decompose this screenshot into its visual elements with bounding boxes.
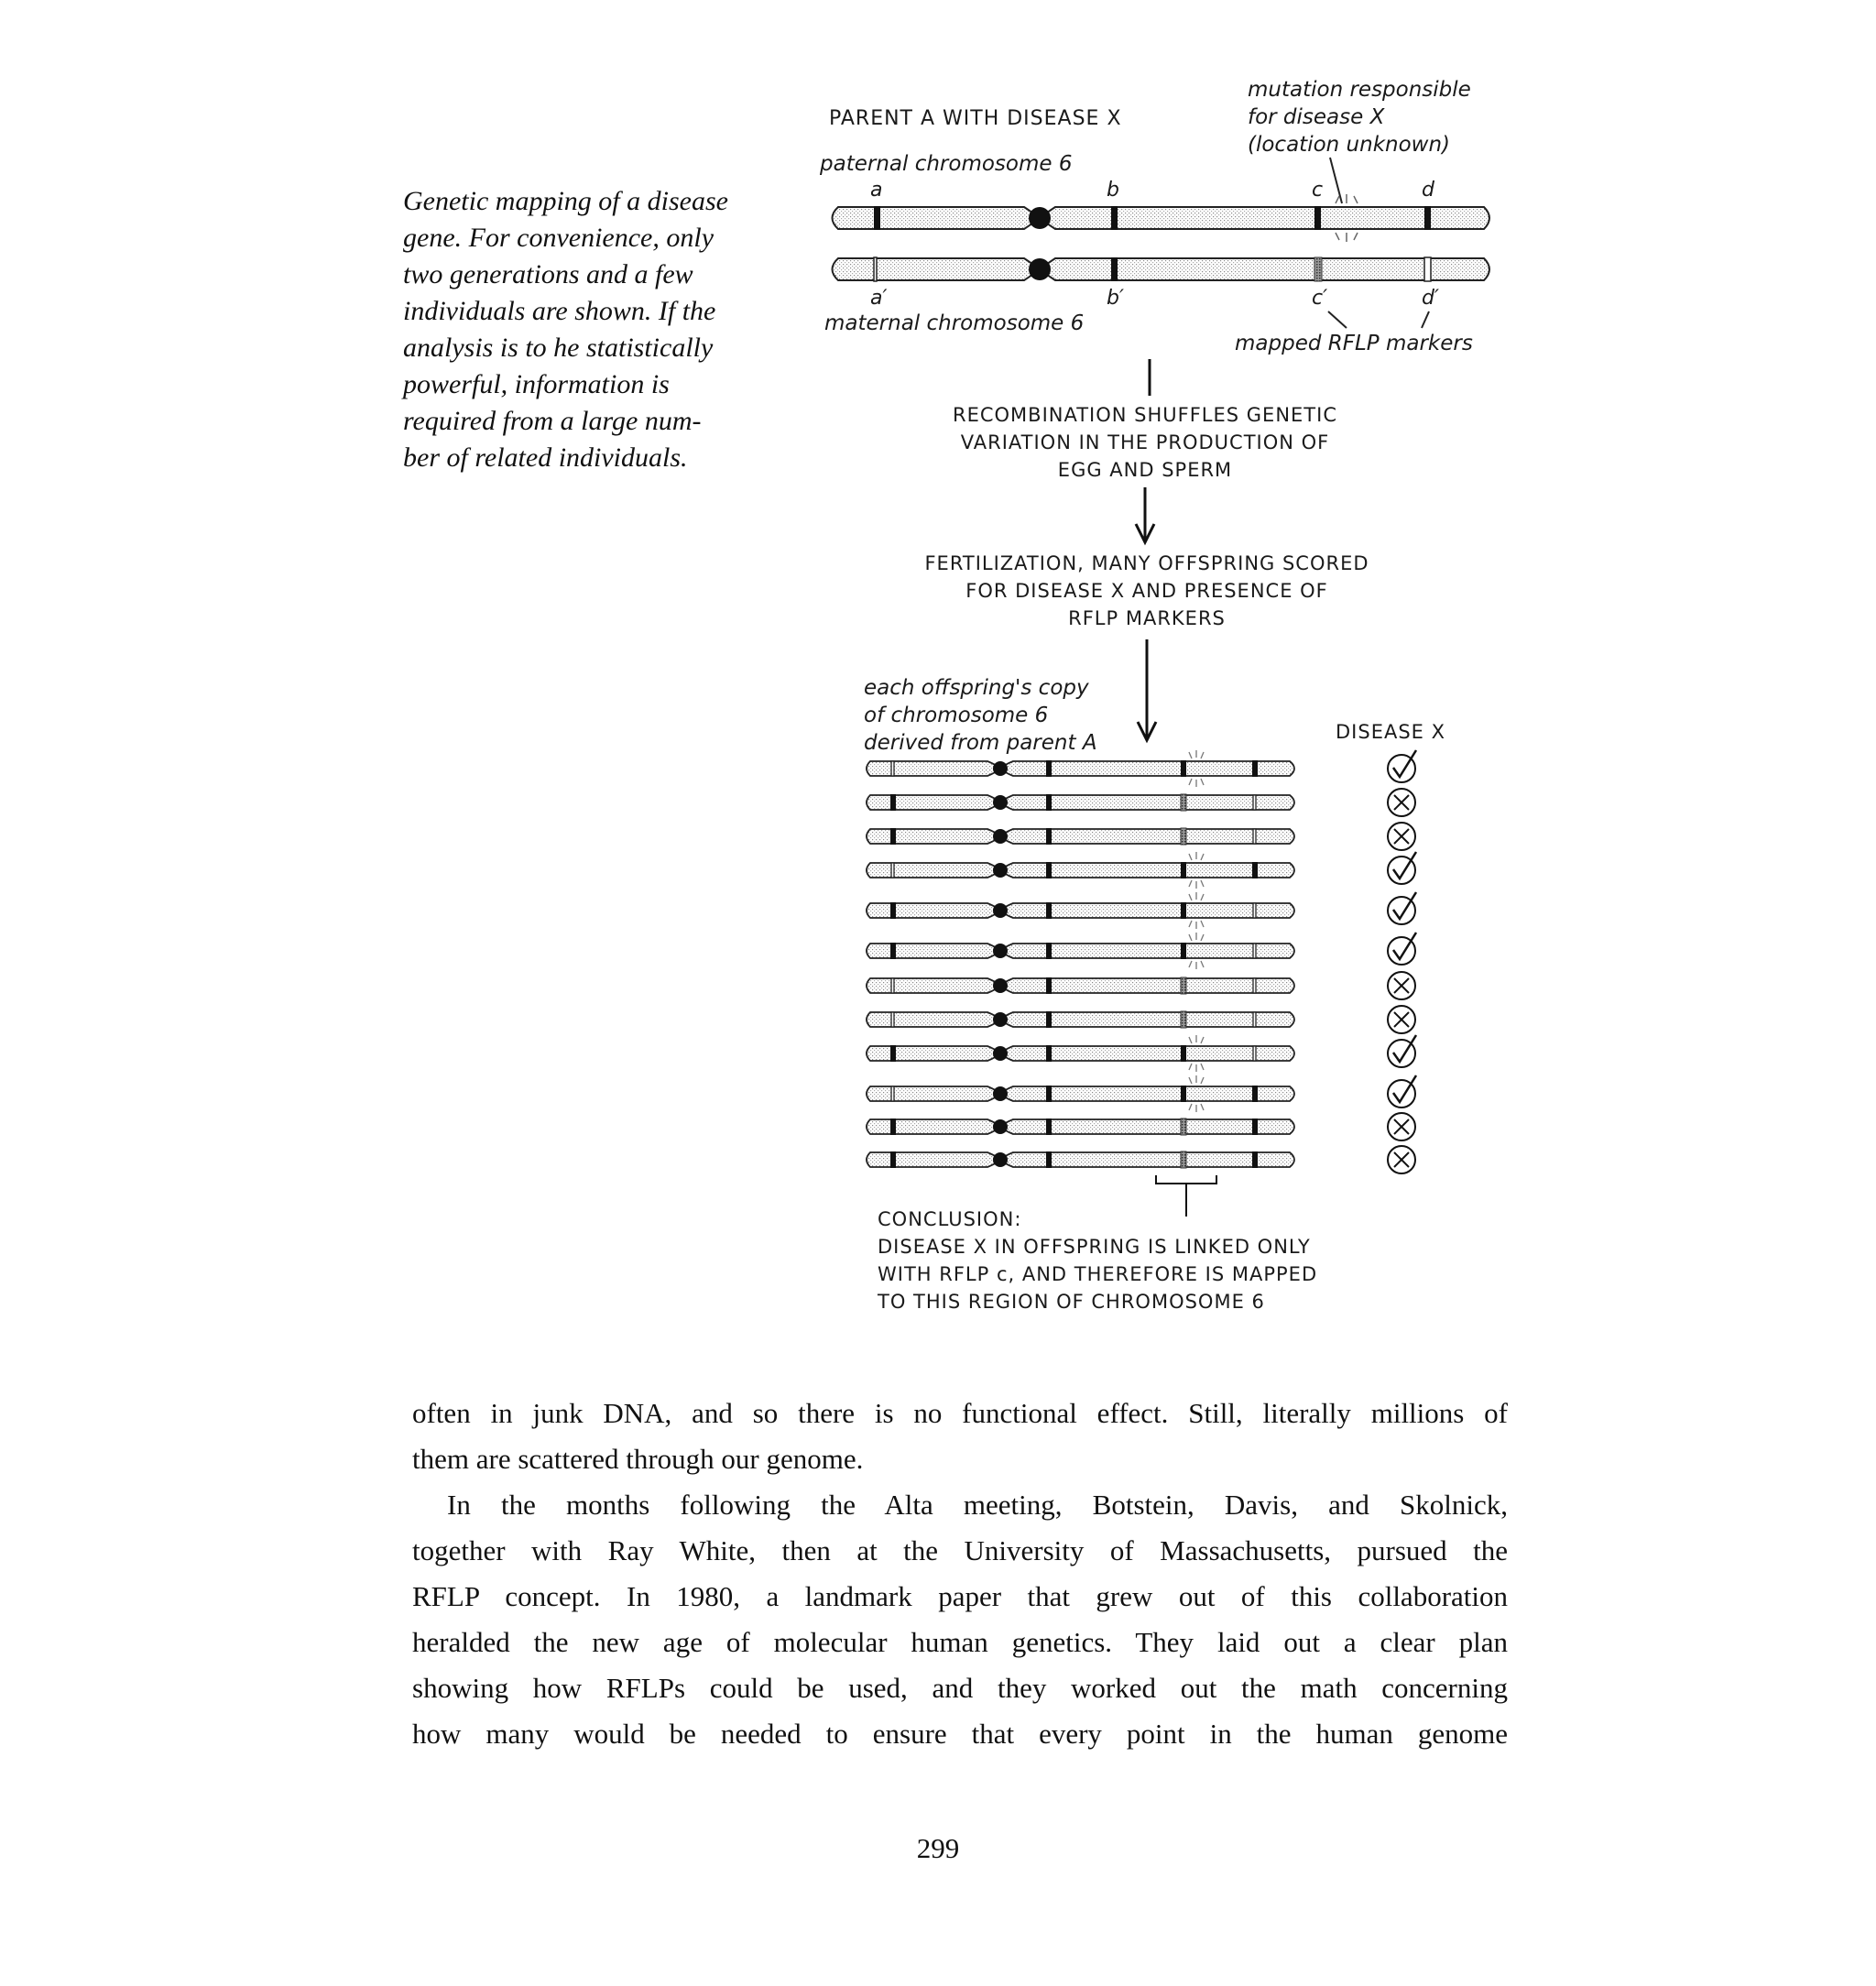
rflp-marker-c bbox=[1181, 1011, 1186, 1028]
maternal-chromosome bbox=[833, 257, 1490, 281]
rflp-marker-d bbox=[1253, 1046, 1256, 1061]
rflp-marker-a bbox=[890, 794, 896, 811]
offspring-chromosome-row bbox=[867, 750, 1416, 787]
offspring-chromosome bbox=[867, 944, 1294, 958]
offspring-chromosome bbox=[867, 829, 1294, 844]
step1-line: EGG AND SPERM bbox=[1057, 459, 1233, 481]
step2-line: FERTILIZATION, MANY OFFSPRING SCORED bbox=[924, 552, 1369, 574]
marker-label-b-prime: b′ bbox=[1107, 287, 1124, 310]
disease-absent-icon bbox=[1388, 1146, 1415, 1173]
rflp-marker-a bbox=[891, 978, 894, 993]
centromere bbox=[993, 1086, 1008, 1101]
rflp-marker-c bbox=[1181, 862, 1186, 878]
marker-label-a: a bbox=[870, 179, 883, 202]
disease-present-icon bbox=[1388, 750, 1416, 782]
disease-absent-icon bbox=[1388, 1006, 1415, 1033]
rflp-marker-d bbox=[1253, 795, 1256, 810]
rflp-marker-a bbox=[890, 1151, 896, 1168]
rflp-marker-b bbox=[1046, 977, 1052, 994]
caption-line: powerful, information is bbox=[403, 369, 670, 399]
conclusion-line: CONCLUSION: bbox=[878, 1208, 1022, 1230]
centromere bbox=[993, 761, 1008, 776]
offspring-chromosome bbox=[867, 1012, 1294, 1027]
offspring-chromosome-row bbox=[867, 1075, 1416, 1112]
centromere bbox=[993, 903, 1008, 918]
disease-present-icon bbox=[1388, 1035, 1416, 1067]
rflp-marker-c bbox=[1181, 1118, 1186, 1135]
mapped-pointer-d bbox=[1422, 311, 1429, 328]
body-line: showing how RFLPs could be used, and they worked out the math concerning bbox=[412, 1672, 1508, 1704]
paternal-chromosome bbox=[833, 194, 1490, 242]
centromere bbox=[993, 863, 1008, 878]
mutation-note-line: mutation responsible bbox=[1248, 78, 1471, 102]
rflp-marker-a bbox=[891, 1086, 894, 1101]
conclusion-line: TO THIS REGION OF CHROMOSOME 6 bbox=[878, 1291, 1265, 1313]
rflp-marker-c bbox=[1181, 977, 1186, 994]
rflp-marker-d bbox=[1252, 760, 1258, 777]
parent-a-label: PARENT A WITH DISEASE X bbox=[829, 107, 1122, 130]
body-line: how many would be needed to ensure that every point in the human genome bbox=[412, 1718, 1508, 1750]
offspring-chromosome-row bbox=[867, 789, 1415, 816]
marker-label-d: d bbox=[1422, 179, 1434, 202]
rflp-marker-d bbox=[1253, 944, 1256, 958]
caption-line: ber of related individuals. bbox=[403, 442, 688, 473]
disease-present-icon bbox=[1388, 852, 1416, 884]
offspring-note-line: each offspring's copy bbox=[864, 676, 1089, 700]
rflp-marker-d bbox=[1252, 1118, 1258, 1135]
rflp-marker-c bbox=[1181, 828, 1186, 845]
rflp-marker-d bbox=[1253, 1012, 1256, 1027]
rflp-marker-b bbox=[1046, 760, 1052, 777]
offspring-chromosome-row bbox=[867, 823, 1415, 850]
paternal-chromosome-label: paternal chromosome 6 bbox=[820, 152, 1073, 176]
offspring-chromosome bbox=[867, 1119, 1294, 1134]
body-line: RFLP concept. In 1980, a landmark paper that grew out of this collaboration bbox=[412, 1580, 1508, 1612]
body-line: together with Ray White, then at the University of Massachusetts, pursued the bbox=[412, 1534, 1508, 1566]
marker-label-a-prime: a′ bbox=[870, 287, 888, 310]
centromere bbox=[993, 1152, 1008, 1167]
rflp-marker-d bbox=[1253, 978, 1256, 993]
rflp-marker-b bbox=[1046, 1118, 1052, 1135]
down-arrow bbox=[1138, 639, 1156, 740]
disease-absent-icon bbox=[1388, 972, 1415, 999]
rflp-marker-c bbox=[1181, 902, 1186, 919]
rflp-marker-c bbox=[1181, 794, 1186, 811]
marker-label-c: c bbox=[1312, 179, 1324, 202]
offspring-rows bbox=[867, 750, 1416, 1173]
mutation-note-line: for disease X bbox=[1248, 105, 1385, 129]
rflp-marker-b bbox=[1046, 1151, 1052, 1168]
rflp-marker-b bbox=[1046, 828, 1052, 845]
rflp-marker-b bbox=[1046, 943, 1052, 959]
rflp-marker-a bbox=[890, 902, 896, 919]
mapped-rflp-label: mapped RFLP markers bbox=[1235, 332, 1473, 355]
rflp-marker-c bbox=[1181, 1045, 1186, 1062]
offspring-chromosome bbox=[867, 1152, 1294, 1167]
disease-present-icon bbox=[1388, 933, 1416, 965]
step1-line: RECOMBINATION SHUFFLES GENETIC bbox=[953, 404, 1337, 426]
offspring-chromosome-row bbox=[867, 1146, 1415, 1173]
offspring-chromosome-row bbox=[867, 892, 1416, 929]
step2-line: FOR DISEASE X AND PRESENCE OF bbox=[965, 580, 1328, 602]
down-arrow bbox=[1136, 487, 1154, 542]
offspring-chromosome-row bbox=[867, 933, 1416, 969]
rflp-marker-a bbox=[890, 828, 896, 845]
rflp-marker-b bbox=[1046, 794, 1052, 811]
rflp-marker-b bbox=[1046, 902, 1052, 919]
rflp-marker-b bbox=[1046, 1011, 1052, 1028]
rflp-marker-d bbox=[1253, 903, 1256, 918]
rflp-marker-b bbox=[1046, 862, 1052, 878]
rflp-marker-b bbox=[1046, 1045, 1052, 1062]
rflp-marker-d bbox=[1252, 862, 1258, 878]
marker-label-b: b bbox=[1107, 179, 1119, 202]
rflp-marker-c bbox=[1181, 760, 1186, 777]
centromere bbox=[993, 795, 1008, 810]
offspring-chromosome-row bbox=[867, 1006, 1415, 1033]
rflp-marker-d bbox=[1252, 1086, 1258, 1102]
rflp-marker-b bbox=[1046, 1086, 1052, 1102]
rflp-marker-a bbox=[890, 943, 896, 959]
centromere bbox=[993, 829, 1008, 844]
region-bracket bbox=[1156, 1175, 1216, 1217]
body-text bbox=[412, 1391, 1508, 1757]
centromere bbox=[993, 1046, 1008, 1061]
centromere bbox=[993, 1012, 1008, 1027]
rflp-marker-c bbox=[1181, 1086, 1186, 1102]
step2-line: RFLP MARKERS bbox=[1068, 607, 1226, 629]
offspring-chromosome-row bbox=[867, 852, 1416, 889]
rflp-marker-d bbox=[1252, 1151, 1258, 1168]
offspring-note-line: derived from parent A bbox=[864, 731, 1097, 755]
disease-x-header: DISEASE X bbox=[1336, 721, 1445, 743]
offspring-chromosome bbox=[867, 795, 1294, 810]
mutation-pointer bbox=[1330, 158, 1342, 203]
rflp-marker-d bbox=[1253, 829, 1256, 844]
caption-line: analysis is to he statistically bbox=[403, 333, 714, 363]
caption-line: Genetic mapping of a disease bbox=[403, 186, 728, 216]
page-number: 299 bbox=[916, 1832, 960, 1864]
offspring-chromosome bbox=[867, 903, 1294, 918]
offspring-chromosome bbox=[867, 978, 1294, 993]
rflp-marker-a bbox=[890, 1045, 896, 1062]
centromere bbox=[993, 944, 1008, 958]
offspring-chromosome bbox=[867, 863, 1294, 878]
rflp-marker-a bbox=[891, 1012, 894, 1027]
disease-present-icon bbox=[1388, 1075, 1416, 1108]
disease-absent-icon bbox=[1388, 1113, 1415, 1140]
marker-label-c-prime: c′ bbox=[1312, 287, 1328, 310]
rflp-marker-c bbox=[1181, 1151, 1186, 1168]
rflp-marker-a bbox=[890, 1118, 896, 1135]
body-line: In the months following the Alta meeting, Botstein, Davis, and Skolnick, bbox=[447, 1489, 1508, 1521]
caption-line: individuals are shown. If the bbox=[403, 296, 716, 326]
body-line: them are scattered through our genome. bbox=[412, 1443, 864, 1475]
offspring-chromosome bbox=[867, 1046, 1294, 1061]
offspring-note-line: of chromosome 6 bbox=[864, 704, 1049, 727]
mutation-note-line: (location unknown) bbox=[1248, 133, 1451, 157]
marker-label-d-prime: d′ bbox=[1422, 287, 1439, 310]
step1-line: VARIATION IN THE PRODUCTION OF bbox=[960, 431, 1330, 453]
conclusion-line: DISEASE X IN OFFSPRING IS LINKED ONLY bbox=[878, 1236, 1311, 1258]
disease-absent-icon bbox=[1388, 789, 1415, 816]
disease-present-icon bbox=[1388, 892, 1416, 924]
mapped-pointer-c bbox=[1328, 311, 1347, 328]
offspring-chromosome bbox=[867, 1086, 1294, 1101]
rflp-marker-c bbox=[1181, 943, 1186, 959]
offspring-chromosome bbox=[867, 761, 1294, 776]
maternal-chromosome-label: maternal chromosome 6 bbox=[824, 311, 1085, 335]
caption-line: gene. For convenience, only bbox=[403, 223, 714, 253]
disease-absent-icon bbox=[1388, 823, 1415, 850]
offspring-chromosome-row bbox=[867, 1113, 1415, 1140]
body-line: heralded the new age of molecular human genetics. They laid out a clear plan bbox=[412, 1626, 1508, 1658]
offspring-chromosome-row bbox=[867, 972, 1415, 999]
offspring-chromosome-row bbox=[867, 1035, 1416, 1072]
rflp-marker-a bbox=[891, 761, 894, 776]
centromere bbox=[993, 1119, 1008, 1134]
centromere bbox=[993, 978, 1008, 993]
conclusion-line: WITH RFLP c, AND THEREFORE IS MAPPED bbox=[878, 1263, 1318, 1285]
caption-line: required from a large num- bbox=[403, 406, 702, 436]
rflp-marker-a bbox=[891, 863, 894, 878]
caption-line: two generations and a few bbox=[403, 259, 693, 289]
body-line: often in junk DNA, and so there is no functional effect. Still, literally millions of bbox=[412, 1397, 1508, 1429]
